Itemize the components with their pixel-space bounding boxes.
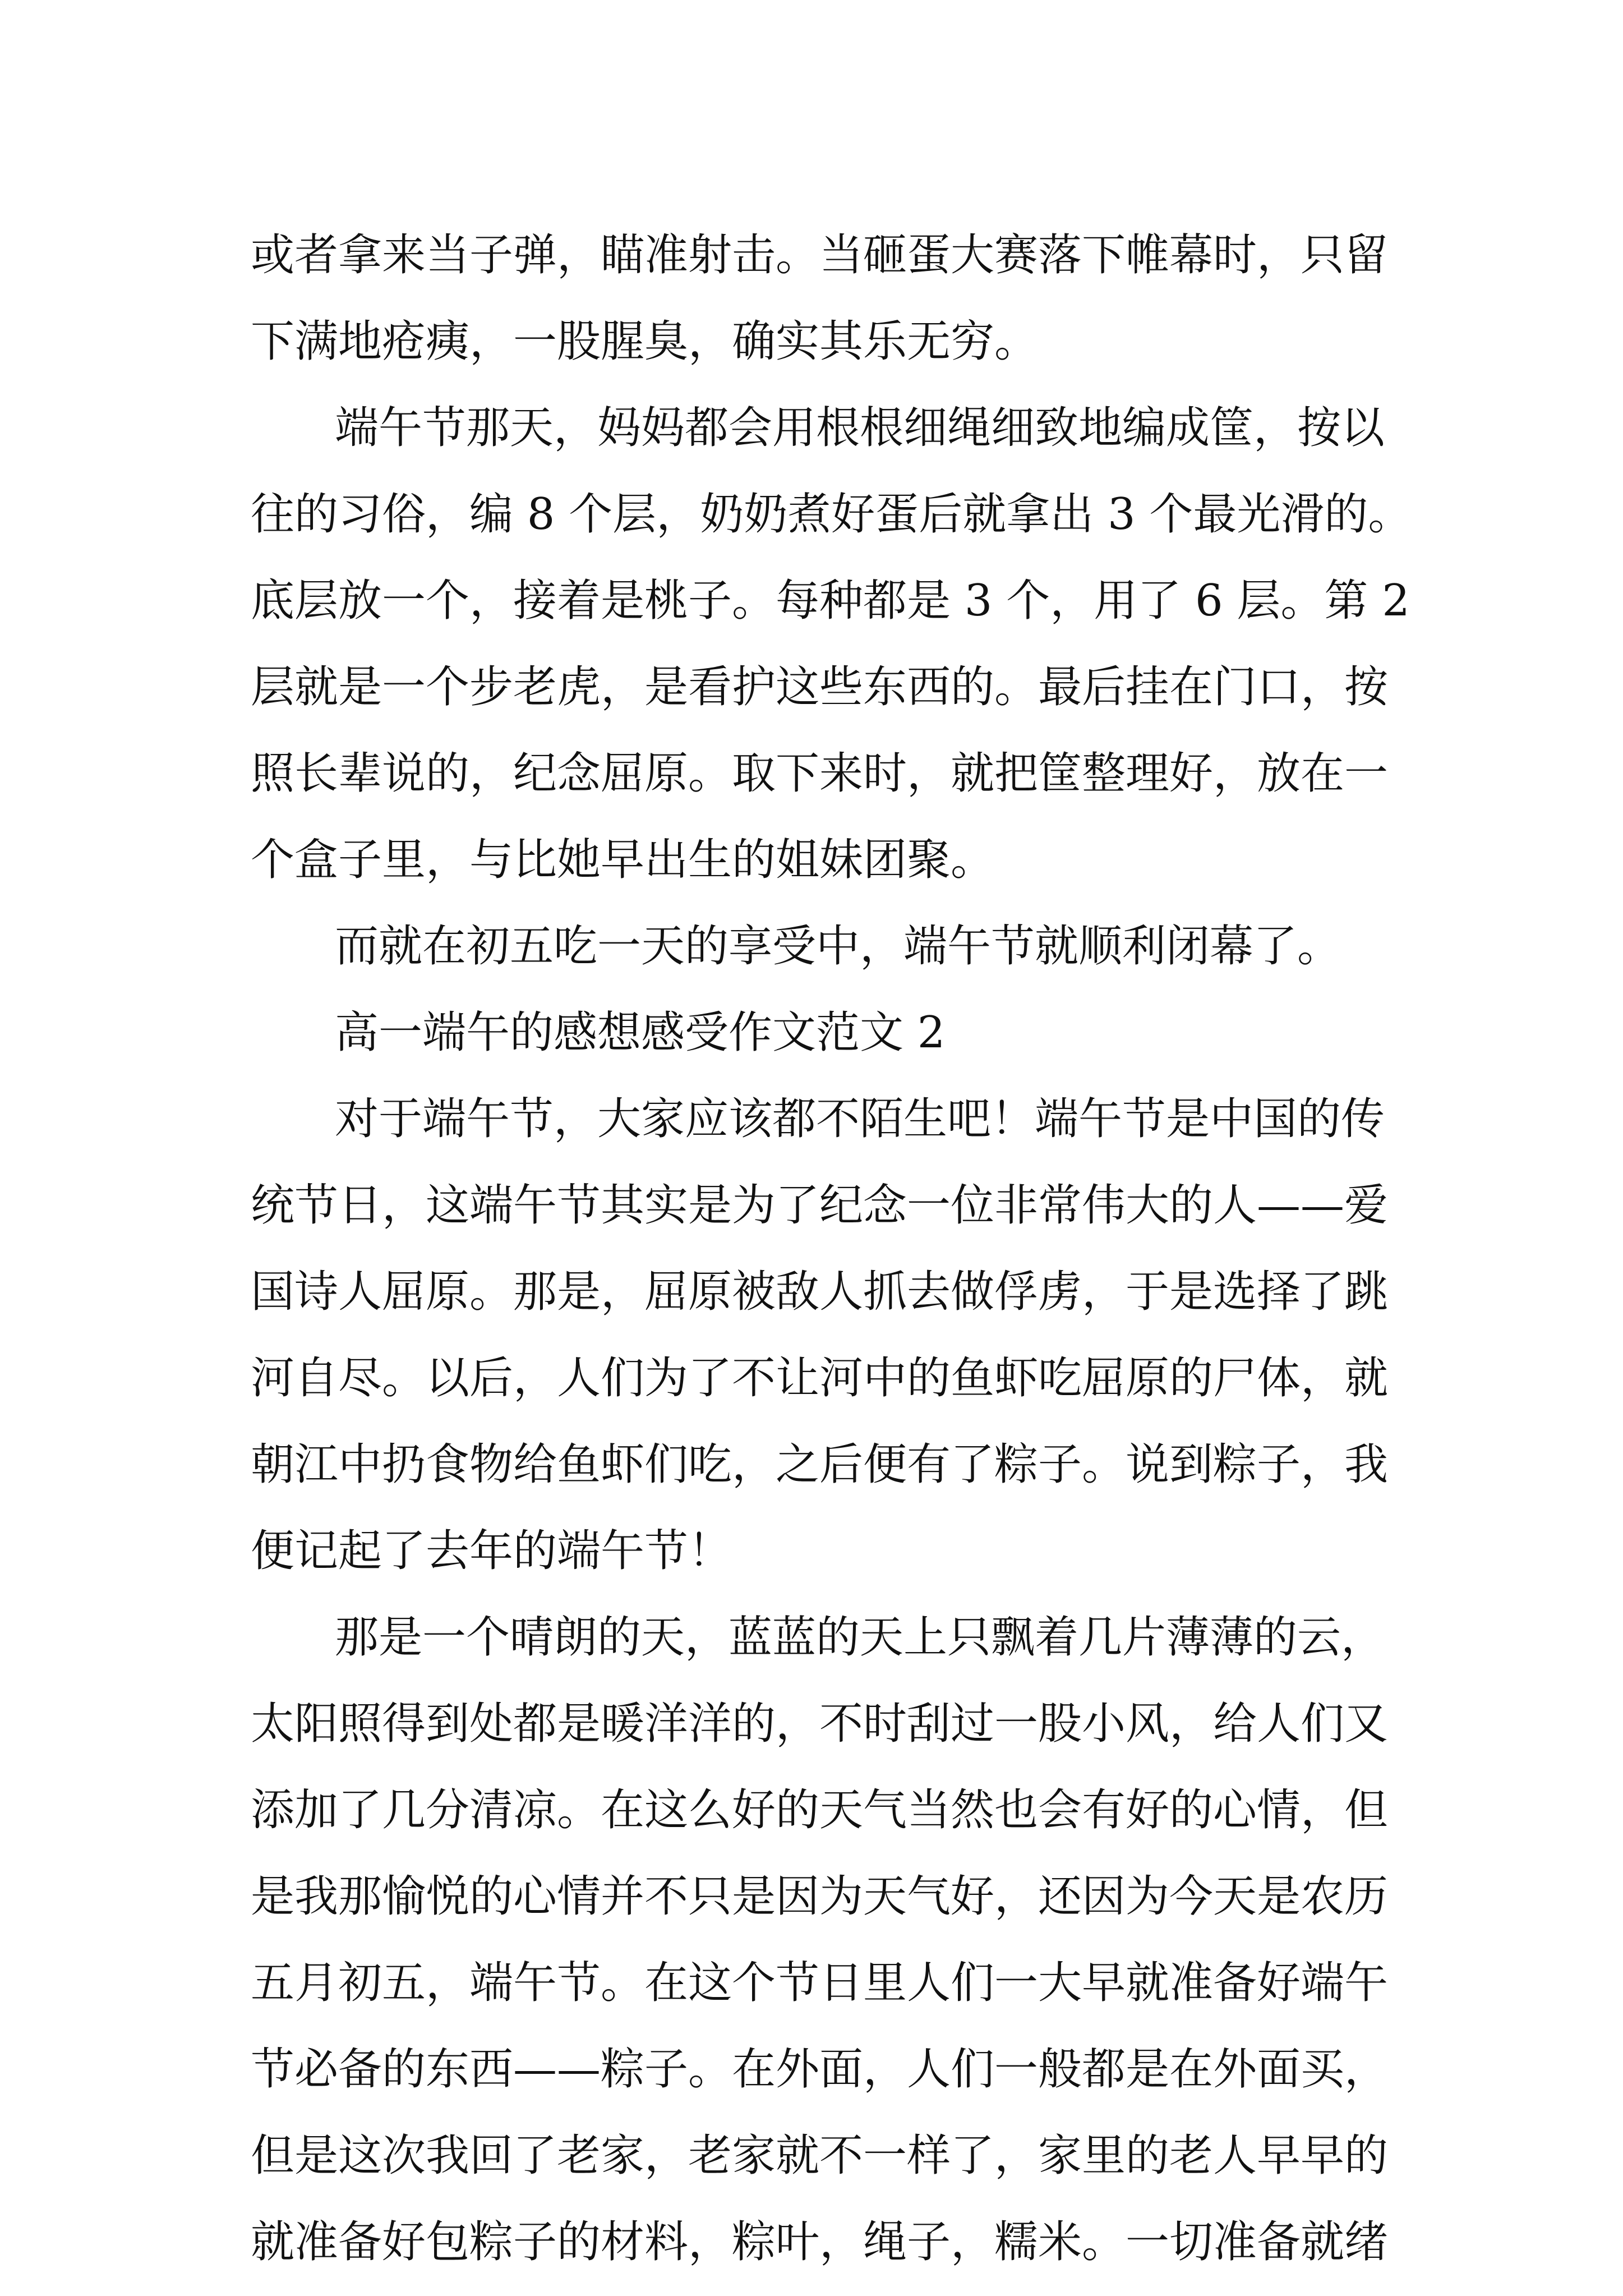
- text-line: 朝江中扔食物给鱼虾们吃，之后便有了粽子。说到粽子，我: [251, 1439, 1389, 1490]
- paragraph-start-line: 端午节那天，妈妈都会用根根细绳细致地编成筐，按以: [335, 403, 1385, 453]
- text-line: 国诗人屈原。那是，屈原被敌人抓去做俘虏，于是选择了跳: [251, 1267, 1389, 1317]
- text-line: 是我那愉悦的心情并不只是因为天气好，还因为今天是农历: [251, 1871, 1389, 1922]
- text-line: 就准备好包粽子的材料，粽叶，绳子，糯米。一切准备就绪: [251, 2217, 1389, 2267]
- text-line: 统节日，这端午节其实是为了纪念一位非常伟大的人——爱: [251, 1180, 1389, 1231]
- text-line: 个盒子里，与比她早出生的姐妹团聚。: [251, 835, 995, 885]
- text-line: 但是这次我回了老家，老家就不一样了，家里的老人早早的: [251, 2131, 1389, 2181]
- paragraph-start-line: 而就在初五吃一天的享受中，端午节就顺利闭幕了。: [335, 921, 1341, 972]
- paragraph-start-line: 那是一个晴朗的天，蓝蓝的天上只飘着几片薄薄的云，: [335, 1612, 1385, 1663]
- text-line: 或者拿来当子弹，瞄准射击。当砸蛋大赛落下帷幕时，只留: [251, 230, 1389, 280]
- paragraph-start-line: 对于端午节，大家应该都不陌生吧！端午节是中国的传: [335, 1094, 1385, 1144]
- text-line: 太阳照得到处都是暖洋洋的，不时刮过一股小风，给人们又: [251, 1699, 1389, 1749]
- text-line: 河自尽。以后，人们为了不让河中的鱼虾吃屈原的尸体，就: [251, 1353, 1389, 1404]
- section-heading: 高一端午的感想感受作文范文 2: [335, 1007, 946, 1058]
- text-line: 添加了几分清凉。在这么好的天气当然也会有好的心情，但: [251, 1785, 1389, 1835]
- text-line: 便记起了去年的端午节！: [251, 1526, 732, 1576]
- text-line: 底层放一个，接着是桃子。每种都是 3 个，用了 6 层。第 2: [251, 576, 1410, 626]
- text-line: 节必备的东西——粽子。在外面，人们一般都是在外面买，: [251, 2044, 1389, 2095]
- text-line: 下满地疮痍，一股腥臭，确实其乐无穷。: [251, 316, 1039, 367]
- text-line: 五月初五，端午节。在这个节日里人们一大早就准备好端午: [251, 1958, 1389, 2008]
- document-body: [251, 212, 1412, 2285]
- text-line: 往的习俗，编 8 个层，奶奶煮好蛋后就拿出 3 个最光滑的。: [251, 489, 1412, 540]
- text-line: 照长辈说的，纪念屈原。取下来时，就把筐整理好，放在一: [251, 748, 1389, 799]
- text-line: 层就是一个步老虎，是看护这些东西的。最后挂在门口，按: [251, 662, 1389, 712]
